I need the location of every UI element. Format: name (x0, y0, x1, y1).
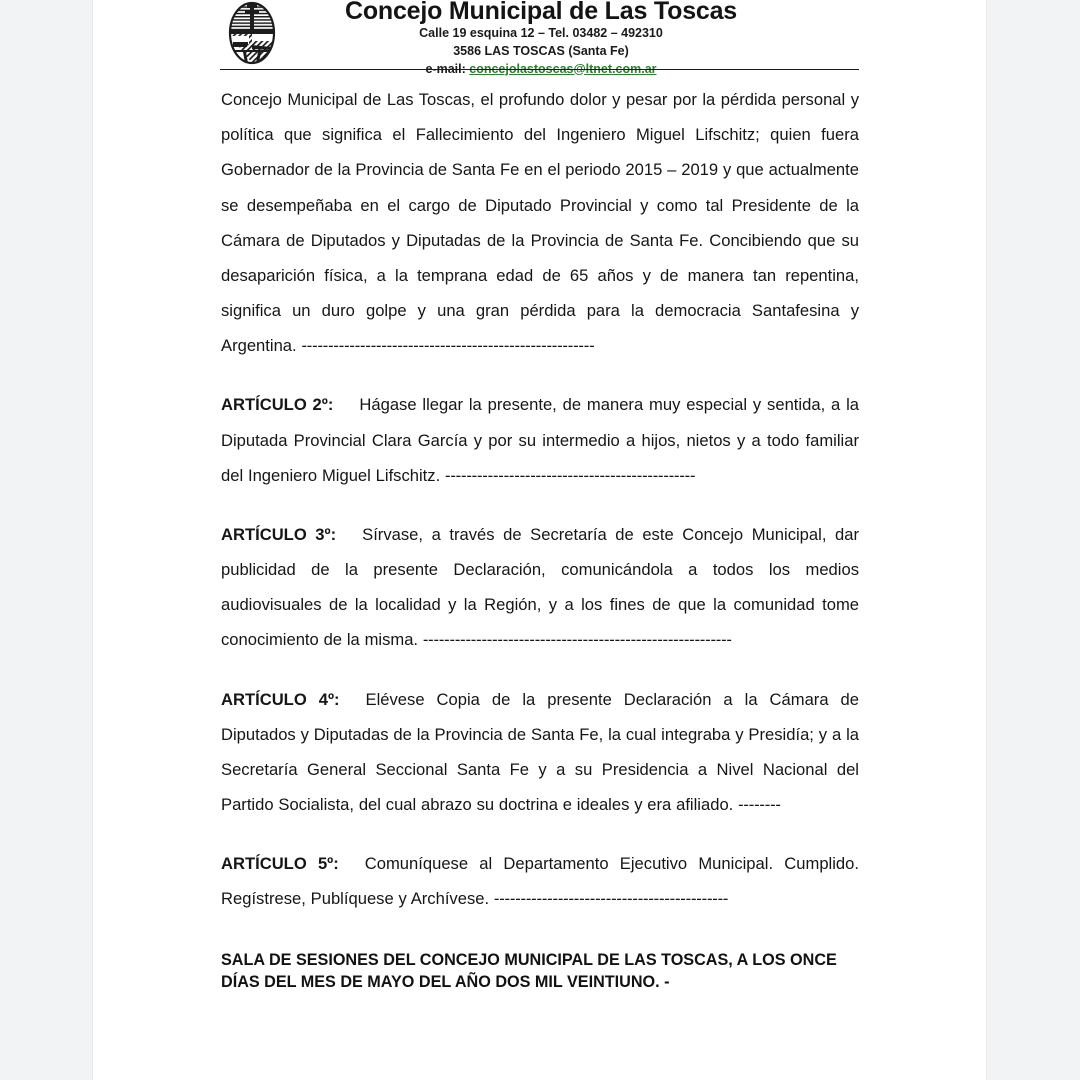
article-5-text: Comuníquese al Departamento Ejecutivo Municipal. Cumplido. Regístrese, Publíquese y Archívese. (221, 854, 859, 909)
email-link[interactable]: concejolastoscas@ltnet.com.ar (469, 61, 657, 76)
article-4 (221, 682, 859, 823)
city-line: 3586 LAS TOSCAS (Santa Fe) (453, 43, 629, 58)
email-label: e-mail: (425, 61, 470, 76)
org-title: Concejo Municipal de Las Toscas (344, 0, 738, 25)
article-5-label: ARTÍCULO 5º: (221, 854, 339, 874)
document-body (221, 82, 859, 993)
article-3-label: ARTÍCULO 3º: (221, 524, 337, 544)
article-4-dashes: -------- (738, 795, 781, 815)
article-3-dashes: ---------------------------------------------------------- (422, 630, 732, 650)
opening-paragraph (221, 82, 859, 363)
article-3 (221, 517, 859, 658)
article-4-label: ARTÍCULO 4º: (221, 689, 340, 709)
article-2-text: Hágase llegar la presente, de manera muy especial y sentida, a la Diputada Provincial Clara García y por su intermedio a hijos, nietos y a todo familiar del Ingeniero Miguel Lifschitz. (221, 395, 859, 485)
article-2-label: ARTÍCULO 2º: (221, 395, 334, 415)
opening-paragraph-text: Concejo Municipal de Las Toscas, el profundo dolor y pesar por la pérdida personal y política que significa el Fallecimiento del Ingeniero Miguel Lifschitz; quien fuera Gobernador de la Provincia de Santa Fe en el periodo 2015 – 2019 y que actualmente se desempeñaba en el cargo de Diputado Provincial y como tal Presidente de la Cámara de Diputados y Diputadas de la Provincia de Santa Fe. Concibiendo que su desaparición física, a la temprana edad de 65 años y de manera tan repentina, significa un duro golpe y una gran pérdida para la democracia Santafesina y Argentina. (221, 90, 859, 356)
document-page (93, 0, 986, 1080)
header-divider (220, 69, 859, 70)
article-2 (221, 387, 859, 493)
article-5-dashes: -------------------------------------------- (493, 889, 729, 909)
article-5 (221, 846, 859, 916)
letterhead-text-block (221, 0, 861, 77)
letterhead (93, 0, 986, 76)
address-line: Calle 19 esquina 12 – Tel. 03482 – 492310 (419, 26, 663, 41)
article-2-dashes: ----------------------------------------------- (445, 465, 696, 485)
closing-statement: SALA DE SESIONES DEL CONCEJO MUNICIPAL DE LAS TOSCAS, A LOS ONCE DÍAS DEL MES DE MAYO DEL AÑO DOS MIL VEINTIUNO. - (221, 950, 837, 991)
article-3-text: Sírvase, a través de Secretaría de este Concejo Municipal, dar publicidad de la presente Declaración, comunicándola a todos los medios audiovisuales de la localidad y la Región, y a los fines de que la comunidad tome conocimiento de la misma. (221, 524, 859, 650)
opening-paragraph-dashes: ------------------------------------------------------- (301, 336, 595, 356)
article-4-text: Elévese Copia de la presente Declaración a la Cámara de Diputados y Diputadas de la Provincia de Santa Fe, la cual integraba y Presidía; y a la Secretaría General Seccional Santa Fe y a su Presidencia a Nivel Nacional del Partido Socialista, del cual abrazo su doctrina e ideales y era afiliado. (221, 689, 859, 815)
